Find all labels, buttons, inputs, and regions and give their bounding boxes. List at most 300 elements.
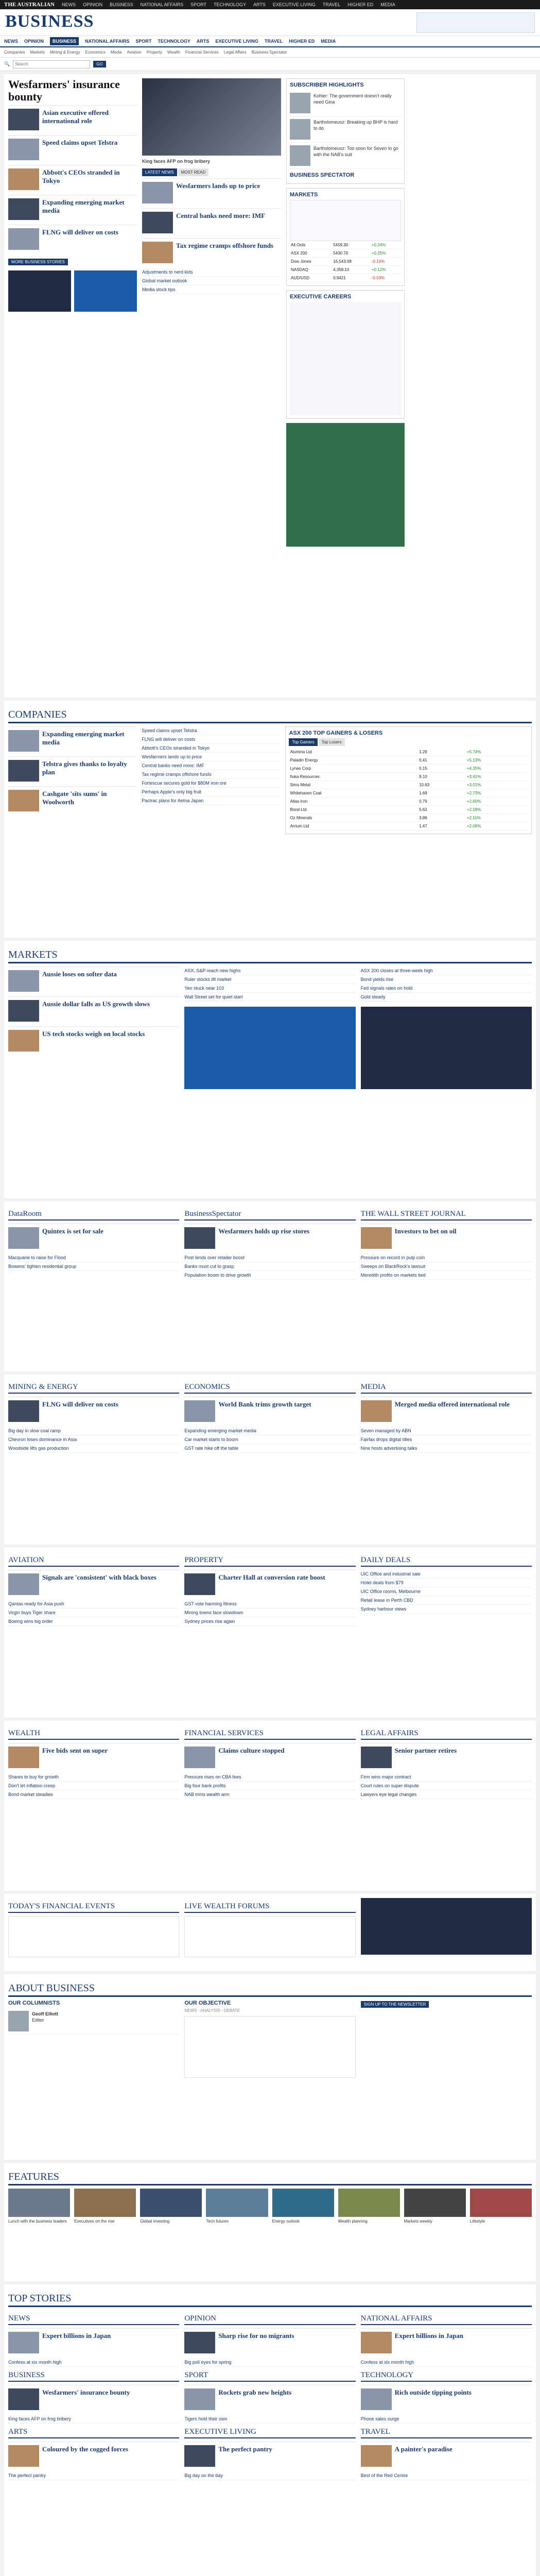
link-item[interactable]: Media stock tips xyxy=(142,285,281,294)
story-item[interactable] xyxy=(8,2385,179,2415)
highlight-text[interactable]: Bartholomeusz: Too soon for Seven to go with the NAB's suit xyxy=(313,146,398,157)
story-item[interactable] xyxy=(361,2385,532,2415)
story-thumbnail xyxy=(8,228,39,250)
tab-top-gainers[interactable]: Top Gainers xyxy=(289,738,317,746)
subnav-item[interactable]: Financial Services xyxy=(185,50,219,55)
link-item[interactable]: Pressure on record in pulp coin xyxy=(361,1253,532,1262)
story-title[interactable]: Charter Hall at conversion rate boost xyxy=(218,1573,325,1581)
story-thumbnail xyxy=(142,242,173,263)
table-row[interactable]: ASX 200 5430.70 +0.25% xyxy=(290,249,401,258)
story-item[interactable] xyxy=(142,208,281,238)
search-input[interactable] xyxy=(13,60,90,69)
columnist-name[interactable]: Geoff Elliott xyxy=(32,2011,58,2016)
subnav-item[interactable]: Legal Affairs xyxy=(223,50,247,55)
section-heading[interactable]: COMPANIES xyxy=(8,709,532,723)
section-heading[interactable]: LIVE WEALTH FORUMS xyxy=(184,1902,355,1913)
nav-item[interactable]: SPORT xyxy=(135,39,152,44)
topstories-heading[interactable]: ARTS xyxy=(8,2428,179,2438)
link-item[interactable]: Big poll eyes for spring xyxy=(184,2358,355,2367)
link-item[interactable]: GST vote harming fitness xyxy=(184,1600,355,1608)
story-item[interactable] xyxy=(184,1743,355,1773)
link-item[interactable]: Sydney prices rise again xyxy=(184,1617,355,1626)
story-thumbnail xyxy=(184,1747,215,1768)
columnist-card[interactable] xyxy=(8,2008,179,2035)
link-item[interactable]: Seven managed by ABN xyxy=(361,1427,532,1435)
section-heading[interactable]: DataRoom xyxy=(8,1210,179,1221)
section-heading[interactable]: ABOUT BUSINESS xyxy=(8,1982,532,1997)
avatar xyxy=(290,93,310,113)
link-item[interactable]: Bowens' tighten residential group xyxy=(8,1262,179,1271)
search-icon: 🔍 xyxy=(4,61,10,66)
ad-banner[interactable] xyxy=(8,270,71,312)
link-item[interactable]: Qantas ready for Asia push xyxy=(8,1600,179,1608)
story-item[interactable] xyxy=(8,786,136,816)
subnav-item[interactable]: Mining & Energy xyxy=(49,50,80,55)
top-section xyxy=(4,74,536,698)
story-thumbnail xyxy=(8,730,39,752)
story-item[interactable] xyxy=(8,756,136,786)
link-item[interactable]: Central banks need more: IMF xyxy=(142,761,280,770)
story-thumbnail xyxy=(8,1400,39,1422)
link-item[interactable]: UIC Office and industrial sale xyxy=(361,1570,532,1579)
story-item[interactable] xyxy=(8,225,137,255)
story-title[interactable]: Abbott's CEOs stranded in Tokyo xyxy=(42,168,120,184)
story-item[interactable] xyxy=(8,105,137,135)
link-item[interactable]: FLNG will deliver on costs xyxy=(142,735,280,744)
feature-photo[interactable] xyxy=(142,78,281,156)
feature-column xyxy=(142,78,281,551)
subnav-item[interactable]: Property xyxy=(146,50,163,55)
link-item[interactable]: Don't let inflation creep xyxy=(8,1782,179,1790)
nav-item-active[interactable]: BUSINESS xyxy=(50,37,79,45)
link-item[interactable]: Speed claims upset Telstra xyxy=(142,726,280,735)
link-item[interactable]: Pressure rises on CBA fees xyxy=(184,1773,355,1782)
link-item[interactable]: King faces AFP on frog bribery xyxy=(8,2415,179,2424)
section-heading[interactable]: DAILY DEALS xyxy=(361,1556,532,1567)
tab-top-losers[interactable]: Top Losers xyxy=(319,738,345,746)
asx-table xyxy=(289,748,528,831)
table-row[interactable]: All Ords 5459.30 +0.24% xyxy=(290,241,401,249)
story-item[interactable] xyxy=(8,726,136,756)
story-title[interactable]: Expert billions in Japan xyxy=(42,2332,111,2340)
story-title[interactable]: US tech stocks weigh on local stocks xyxy=(42,1030,145,1038)
story-title[interactable]: Tax regime cramps offshore funds xyxy=(176,242,273,249)
link-item[interactable]: Yen stuck near 103 xyxy=(184,984,355,993)
nav-item[interactable]: OPINION xyxy=(24,39,44,44)
nav-item[interactable]: MEDIA xyxy=(321,39,336,44)
link-item[interactable]: Fortescue secures gold for $80M iron ore xyxy=(142,779,280,788)
link-item[interactable]: Fairfax drops digital titles xyxy=(361,1435,532,1444)
link-item[interactable]: Boeing wins big order xyxy=(8,1617,179,1626)
section-heading[interactable]: MINING & ENERGY xyxy=(8,1383,179,1394)
story-title[interactable]: Wesfarmers holds up rise stores xyxy=(218,1227,310,1235)
story-thumbnail xyxy=(361,1747,392,1768)
story-item[interactable] xyxy=(8,2328,179,2358)
story-title[interactable]: Quintex is set for sale xyxy=(42,1227,103,1235)
story-title[interactable]: Coloured by the cogged forces xyxy=(42,2445,129,2453)
story-item[interactable] xyxy=(8,1224,179,1253)
link-item[interactable]: Chevron loses dominance in Asia xyxy=(8,1435,179,1444)
link-item[interactable]: Meredith profits on markets tied xyxy=(361,1271,532,1280)
story-item[interactable] xyxy=(361,1743,532,1773)
subnav-item[interactable]: Aviation xyxy=(127,50,142,55)
topbar-link[interactable]: TRAVEL xyxy=(322,2,341,7)
link-item[interactable]: Mining towns face slowdown xyxy=(184,1608,355,1617)
topbar-link[interactable]: NEWS xyxy=(62,2,76,7)
link-item[interactable]: NAB trims wealth arm xyxy=(184,1790,355,1799)
link-item[interactable]: Abbott's CEOs stranded in Tokyo xyxy=(142,744,280,753)
table-row[interactable]: Whitehaven Coal 1.69 +2.73% xyxy=(289,789,528,798)
story-title[interactable]: Aussie loses on softer data xyxy=(42,970,117,978)
link-item[interactable]: Tax regime cramps offshore funds xyxy=(142,770,280,779)
subnav-item[interactable]: Wealth xyxy=(167,50,180,55)
story-item[interactable] xyxy=(8,2442,179,2471)
box-title: SUBSCRIBER HIGHLIGHTS xyxy=(290,82,364,88)
feature-card[interactable]: Tech futures xyxy=(206,2189,268,2224)
story-thumbnail xyxy=(361,2445,392,2467)
newsletter-button[interactable]: SIGN UP TO THE NEWSLETTER xyxy=(361,2001,429,2008)
link-item[interactable]: Court rules on super dispute xyxy=(361,1782,532,1790)
executive-careers xyxy=(286,290,405,419)
topstories-heading[interactable]: SPORT xyxy=(184,2371,355,2382)
markets-section xyxy=(4,941,536,1198)
topbar-link[interactable]: ARTS xyxy=(253,2,266,7)
story-item[interactable] xyxy=(361,2328,532,2358)
story-item[interactable] xyxy=(8,1026,179,1056)
topbar-link[interactable]: TECHNOLOGY xyxy=(214,2,247,7)
link-item[interactable]: Perhaps Apple's only big fruit xyxy=(142,788,280,796)
story-title[interactable]: Rich outside tipping points xyxy=(394,2388,472,2396)
story-title[interactable]: Sharp rise for no migrants xyxy=(218,2332,294,2340)
link-item[interactable]: Best of the Red Centre xyxy=(361,2471,532,2480)
link-item[interactable]: Big day in slow coal ramp xyxy=(8,1427,179,1435)
link-item[interactable]: Fed signals rates on hold xyxy=(361,984,532,993)
table-row[interactable]: Paladin Energy 0.41 +5.13% xyxy=(289,756,528,765)
link-item[interactable]: Macquarie to raise for Flood xyxy=(8,1253,179,1262)
link-item[interactable]: Adjustments to nerd kids xyxy=(142,268,281,277)
feature-card[interactable]: Lunch with the business leaders xyxy=(8,2189,70,2224)
story-thumbnail xyxy=(8,790,39,811)
nav-item[interactable]: HIGHER ED xyxy=(289,39,315,44)
story-title[interactable]: Aussie dollar falls as US growth slows xyxy=(42,1000,150,1008)
section-heading[interactable]: ECONOMICS xyxy=(184,1383,355,1394)
link-item[interactable]: Bond market steadies xyxy=(8,1790,179,1799)
section-heading[interactable]: FEATURES xyxy=(8,2171,532,2185)
search-button[interactable]: GO xyxy=(93,61,106,67)
section-heading[interactable]: LEGAL AFFAIRS xyxy=(361,1729,532,1740)
story-item[interactable] xyxy=(142,178,281,208)
topstories-heading[interactable]: NATIONAL AFFAIRS xyxy=(361,2314,532,2325)
link-item[interactable]: Global market outlook xyxy=(142,277,281,285)
asx-gainers-losers xyxy=(285,726,532,834)
topbar-link[interactable]: HIGHER ED xyxy=(347,2,374,7)
markets-widget xyxy=(286,188,405,286)
ad-banner[interactable] xyxy=(184,1007,355,1089)
story-thumbnail xyxy=(184,1573,215,1595)
feature-image xyxy=(404,2189,466,2217)
story-title[interactable]: A painter's paradise xyxy=(394,2445,452,2453)
feature-image xyxy=(74,2189,136,2217)
subnav-item[interactable]: Companies xyxy=(4,50,25,55)
nav-item[interactable]: TECHNOLOGY xyxy=(158,39,190,44)
nav-item[interactable]: NATIONAL AFFAIRS xyxy=(85,39,130,44)
topstories-heading[interactable]: OPINION xyxy=(184,2314,355,2325)
link-item[interactable]: Wall Street set for quiet start xyxy=(184,993,355,1002)
topbar-link[interactable]: BUSINESS xyxy=(110,2,133,7)
topstories-heading[interactable]: NEWS xyxy=(8,2314,179,2325)
highlight-text[interactable]: Kohler: The government doesn't really need Gina xyxy=(313,93,392,105)
avatar xyxy=(290,145,310,166)
link-item[interactable]: Tigers hold their own xyxy=(184,2415,355,2424)
story-item[interactable] xyxy=(8,1397,179,1427)
feature-caption[interactable]: King faces AFP on frog bribery xyxy=(142,159,211,164)
story-item[interactable] xyxy=(184,2385,355,2415)
link-item[interactable]: GST rate hike off the table xyxy=(184,1444,355,1453)
topstories-heading[interactable]: TRAVEL xyxy=(361,2428,532,2438)
link-item[interactable]: Gold steady xyxy=(361,993,532,1002)
section-heading[interactable]: TODAY'S FINANCIAL EVENTS xyxy=(8,1902,179,1913)
subnav-item[interactable]: Business Spectator xyxy=(251,50,287,55)
table-row[interactable]: Boral Ltd 5.62 +2.18% xyxy=(289,806,528,814)
story-title[interactable]: Expert billions in Japan xyxy=(394,2332,463,2340)
story-title[interactable]: Five bids sent on super xyxy=(42,1747,108,1754)
section-heading[interactable]: THE WALL STREET JOURNAL xyxy=(361,1210,532,1221)
sidebar xyxy=(286,78,405,551)
section-heading[interactable]: FINANCIAL SERVICES xyxy=(184,1729,355,1740)
box-title: OUR COLUMNISTS xyxy=(8,2000,60,2006)
story-item[interactable] xyxy=(361,2442,532,2471)
story-title[interactable]: Senior partner retires xyxy=(394,1747,457,1754)
nav-item[interactable]: TRAVEL xyxy=(264,39,283,44)
search-bar xyxy=(0,58,540,71)
link-item[interactable]: Population boom to drive growth xyxy=(184,1271,355,1280)
topbar-link[interactable]: EXECUTIVE LIVING xyxy=(272,2,316,7)
highlight-item[interactable] xyxy=(290,143,401,169)
about-section xyxy=(4,1974,536,2160)
feature-card[interactable]: Global investing xyxy=(140,2189,202,2224)
feature-card[interactable]: Wealth planning xyxy=(338,2189,400,2224)
section-heading[interactable]: PROPERTY xyxy=(184,1556,355,1567)
link-item[interactable]: Big four bank profits xyxy=(184,1782,355,1790)
story-title[interactable]: Wesfarmers' insurance bounty xyxy=(42,2388,130,2396)
table-row[interactable]: Dow Jones 16,543.08 -0.10% xyxy=(290,258,401,266)
story-title[interactable]: Asian executive offered international role xyxy=(42,109,109,125)
ad-banner[interactable] xyxy=(286,423,405,547)
link-item[interactable]: Shares to buy for growth xyxy=(8,1773,179,1782)
table-row[interactable]: Lynas Corp 0.15 +4.35% xyxy=(289,765,528,773)
link-item[interactable]: Big day on the bay xyxy=(184,2471,355,2480)
story-item[interactable] xyxy=(184,1224,355,1253)
ad-banner[interactable] xyxy=(74,270,137,312)
table-row[interactable]: Sims Metal 10.63 +3.01% xyxy=(289,781,528,789)
feature-card[interactable]: Energy outlook xyxy=(272,2189,334,2224)
box-title[interactable]: EXECUTIVE CAREERS xyxy=(290,294,352,300)
feature-card[interactable]: Lifestyle xyxy=(470,2189,532,2224)
story-title[interactable]: Merged media offered international role xyxy=(394,1400,510,1408)
topbar-link[interactable]: NATIONAL AFFAIRS xyxy=(140,2,184,7)
more-stories-button[interactable]: MORE BUSINESS STORIES xyxy=(8,259,68,265)
story-title[interactable]: Claims culture stopped xyxy=(218,1747,285,1754)
story-title[interactable]: Expanding emerging market media xyxy=(42,198,125,214)
subnav-item[interactable]: Economics xyxy=(85,50,106,55)
subnav-item[interactable]: Media xyxy=(110,50,122,55)
highlight-item[interactable] xyxy=(290,116,401,143)
link-item[interactable]: Confess at six month high xyxy=(361,2358,532,2367)
link-item[interactable]: Nine hosts advertising talks xyxy=(361,1444,532,1453)
sub-nav xyxy=(0,47,540,58)
sectors-section-3 xyxy=(4,1721,536,1891)
story-item[interactable] xyxy=(8,1570,179,1600)
link-item[interactable]: ASX, S&P reach new highs xyxy=(184,967,355,975)
story-thumbnail xyxy=(361,1400,392,1422)
forums-list xyxy=(184,1916,355,1957)
story-item[interactable] xyxy=(361,1397,532,1427)
nav-item[interactable]: NEWS xyxy=(4,39,18,44)
story-title[interactable]: Expanding emerging market media xyxy=(42,730,125,746)
link-item[interactable]: Pactrac plans for Aetna Japan xyxy=(142,796,280,805)
story-title[interactable]: Wesfarmers lands up to price xyxy=(176,182,260,190)
link-item[interactable]: Hotel deals from $79 xyxy=(361,1579,532,1587)
topstories-heading[interactable]: TECHNOLOGY xyxy=(361,2371,532,2382)
story-title[interactable]: Rockets grab new heights xyxy=(218,2388,292,2396)
story-thumbnail xyxy=(8,1227,39,1249)
link-item[interactable]: Woodside lifts gas production xyxy=(8,1444,179,1453)
table-row[interactable]: Alumina Ltd 1.29 +5.74% xyxy=(289,748,528,756)
story-thumbnail xyxy=(184,1400,215,1422)
story-thumbnail xyxy=(8,2332,39,2353)
news-tabs xyxy=(142,168,281,176)
section-heading[interactable]: BusinessSpectator xyxy=(184,1210,355,1221)
link-item[interactable]: Ruler stocks lift market xyxy=(184,975,355,984)
section-heading[interactable]: AVIATION xyxy=(8,1556,179,1567)
section-heading[interactable]: WEALTH xyxy=(8,1729,179,1740)
link-item[interactable]: Confess at six month high xyxy=(8,2358,179,2367)
table-row[interactable]: Atlas Iron 0.79 +2.60% xyxy=(289,798,528,806)
story-title[interactable]: World Bank trims growth target xyxy=(218,1400,311,1408)
story-item[interactable] xyxy=(184,2328,355,2358)
masthead xyxy=(0,9,540,36)
story-item[interactable] xyxy=(8,195,137,225)
section-heading[interactable]: MARKETS xyxy=(8,949,532,963)
story-item[interactable] xyxy=(8,996,179,1026)
story-item[interactable] xyxy=(8,1743,179,1773)
story-title[interactable]: Speed claims upset Telstra xyxy=(42,139,118,146)
ad-banner[interactable] xyxy=(361,1898,532,1955)
market-chart xyxy=(290,200,401,241)
link-item[interactable]: Phone sales surge xyxy=(361,2415,532,2424)
objective-tabs: NEWS - ANALYSIS - DEBATE xyxy=(184,2008,240,2013)
tab-most-read[interactable]: MOST READ xyxy=(178,168,208,176)
link-item[interactable]: Bond yields rise xyxy=(361,975,532,984)
companies-section xyxy=(4,701,536,938)
story-thumbnail xyxy=(8,970,39,992)
story-item[interactable] xyxy=(184,2442,355,2471)
story-title[interactable]: Investors to bet on oil xyxy=(394,1227,457,1235)
lead-headline[interactable]: Wesfarmers' insurance bounty xyxy=(8,78,120,103)
link-item[interactable]: Sweeps on BlackRock's lawsuit xyxy=(361,1262,532,1271)
story-item[interactable] xyxy=(184,1397,355,1427)
main-nav xyxy=(0,36,540,47)
top-stories-section xyxy=(4,2284,536,2576)
topbar-link[interactable]: OPINION xyxy=(83,2,103,7)
story-item[interactable] xyxy=(8,135,137,165)
link-item[interactable]: The perfect pantry xyxy=(8,2471,179,2480)
story-title[interactable]: Central banks need more: IMF xyxy=(176,212,266,219)
link-item[interactable]: Car market starts to boom xyxy=(184,1435,355,1444)
nav-item[interactable]: ARTS xyxy=(196,39,210,44)
topstories-heading[interactable]: EXECUTIVE LIVING xyxy=(184,2428,355,2438)
link-item[interactable]: Banks must cut to grasp xyxy=(184,1262,355,1271)
feature-card[interactable]: Markets weekly xyxy=(404,2189,466,2224)
highlight-text[interactable]: Bartholomeusz: Breaking up BHP is hard to do xyxy=(313,120,398,131)
story-thumbnail xyxy=(142,212,173,233)
table-row[interactable]: Iluka Resources 9.10 +3.41% xyxy=(289,773,528,781)
table-row[interactable]: AUD/USD 0.9421 -0.03% xyxy=(290,274,401,282)
table-row[interactable]: Oz Minerals 3.86 +2.11% xyxy=(289,814,528,822)
subnav-item[interactable]: Markets xyxy=(30,50,45,55)
topstories-heading[interactable]: BUSINESS xyxy=(8,2371,179,2382)
section-heading[interactable]: MEDIA xyxy=(361,1383,532,1394)
story-thumbnail xyxy=(8,168,39,190)
objective-text xyxy=(184,2016,355,2078)
feature-card[interactable]: Executives on the rise xyxy=(74,2189,136,2224)
masthead-ad[interactable] xyxy=(416,12,535,33)
asx-tabs xyxy=(289,738,528,746)
link-item[interactable]: Virgin buys Tiger share xyxy=(8,1608,179,1617)
table-row[interactable]: Arrium Ltd 1.47 +2.08% xyxy=(289,822,528,831)
link-item[interactable]: Firm wins major contract xyxy=(361,1773,532,1782)
section-title[interactable]: BUSINESS xyxy=(5,12,94,31)
story-title[interactable]: FLNG will deliver on costs xyxy=(42,1400,118,1408)
story-thumbnail xyxy=(8,1000,39,1022)
ad-banner[interactable] xyxy=(361,1007,532,1089)
story-thumbnail xyxy=(8,1573,39,1595)
story-item[interactable] xyxy=(184,1570,355,1600)
section-heading[interactable]: TOP STORIES xyxy=(8,2293,532,2307)
table-row[interactable]: NASDAQ 4,358.10 +0.12% xyxy=(290,266,401,274)
link-item[interactable]: Sydney harbour views xyxy=(361,1605,532,1614)
story-item[interactable] xyxy=(361,1224,532,1253)
story-title[interactable]: Telstra gives thanks to loyalty plan xyxy=(42,760,127,776)
link-item[interactable]: UIC Office rooms, Melbourne xyxy=(361,1587,532,1596)
story-item[interactable] xyxy=(142,238,281,268)
spectator-title[interactable]: BUSINESS SPECTATOR xyxy=(290,172,355,178)
story-thumbnail xyxy=(361,1227,392,1249)
story-item[interactable] xyxy=(8,967,179,996)
brand-logo[interactable]: THE AUSTRALIAN xyxy=(4,2,55,8)
story-title[interactable]: FLNG will deliver on costs xyxy=(42,228,118,236)
feature-image xyxy=(470,2189,532,2217)
subscriber-highlights xyxy=(286,78,405,184)
link-item[interactable]: Post lends over retailer boost xyxy=(184,1253,355,1262)
nav-item[interactable]: EXECUTIVE LIVING xyxy=(215,39,258,44)
story-thumbnail xyxy=(184,1227,215,1249)
link-item[interactable]: Lawyers eye legal changes xyxy=(361,1790,532,1799)
story-title[interactable]: Signals are 'consistent' with black boxes xyxy=(42,1573,156,1581)
top-bar xyxy=(0,0,540,9)
link-item[interactable]: Expanding emerging market media xyxy=(184,1427,355,1435)
link-item[interactable]: Retail lease in Perth CBD xyxy=(361,1596,532,1605)
story-title[interactable]: The perfect pantry xyxy=(218,2445,273,2453)
story-item[interactable] xyxy=(8,165,137,195)
tab-latest-news[interactable]: LATEST NEWS xyxy=(142,168,177,176)
link-item[interactable]: Wesfarmers lands up to price xyxy=(142,753,280,761)
highlight-item[interactable] xyxy=(290,90,401,116)
topbar-link[interactable]: SPORT xyxy=(190,2,207,7)
topbar-link[interactable]: MEDIA xyxy=(380,2,395,7)
story-title[interactable]: Cashgate 'sits sums' in Woolworth xyxy=(42,790,107,806)
link-item[interactable]: ASX 200 closes at three-week high xyxy=(361,967,532,975)
